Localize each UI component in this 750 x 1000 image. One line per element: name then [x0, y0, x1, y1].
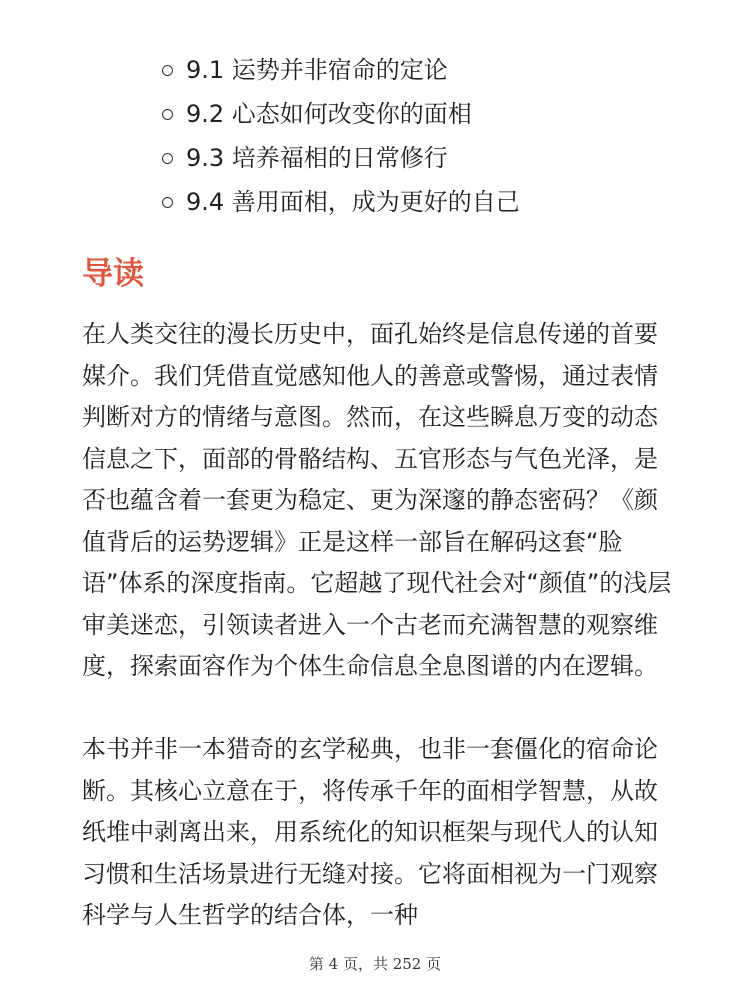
circle-bullet-icon [162, 153, 173, 164]
body-paragraph: 在人类交往的漫长历史中，面孔始终是信息传递的首要媒介。我们凭借直觉感知他人的善意或警惕，通过表情判断对方的情绪与意图。然而，在这些瞬息万变的动态信息之下，面部的骨骼结构、五官形态与气色光泽，是否也蕴含着一套更为稳定、更为深邃的静态密码？《颜值背后的运势逻辑》正是这样一部旨在解码这套“脸语”体系的深度指南。它超越了现代社会对“颜值”的浅层审美迷恋，引领读者进入一个古老而充满智慧的观察维度，探索面容作为个体生命信息全息图谱的内在逻辑。 [82, 320, 672, 680]
toc-item[interactable] [162, 48, 520, 92]
toc-item[interactable] [162, 180, 520, 224]
section-heading: 导读 [82, 256, 144, 292]
toc-list [162, 48, 520, 224]
circle-bullet-icon [162, 109, 173, 120]
toc-item[interactable] [162, 136, 520, 180]
toc-item-label: 9.1 运势并非宿命的定论 [186, 56, 448, 84]
circle-bullet-icon [162, 197, 173, 208]
toc-item-label: 9.3 培养福相的日常修行 [186, 144, 448, 172]
toc-item[interactable] [162, 92, 520, 136]
circle-bullet-icon [162, 65, 173, 76]
toc-item-label: 9.2 心态如何改变你的面相 [186, 100, 472, 128]
page-number-footer: 第 4 页，共 252 页 [308, 955, 442, 973]
toc-item-label: 9.4 善用面相，成为更好的自己 [186, 188, 520, 216]
body-paragraph: 本书并非一本猎奇的玄学秘典，也非一套僵化的宿命论断。其核心立意在于，将传承千年的面相学智慧，从故纸堆中剥离出来，用系统化的知识框架与现代人的认知习惯和生活场景进行无缝对接。它将面相视为一门观察科学与人生哲学的结合体，一种 [82, 735, 658, 929]
